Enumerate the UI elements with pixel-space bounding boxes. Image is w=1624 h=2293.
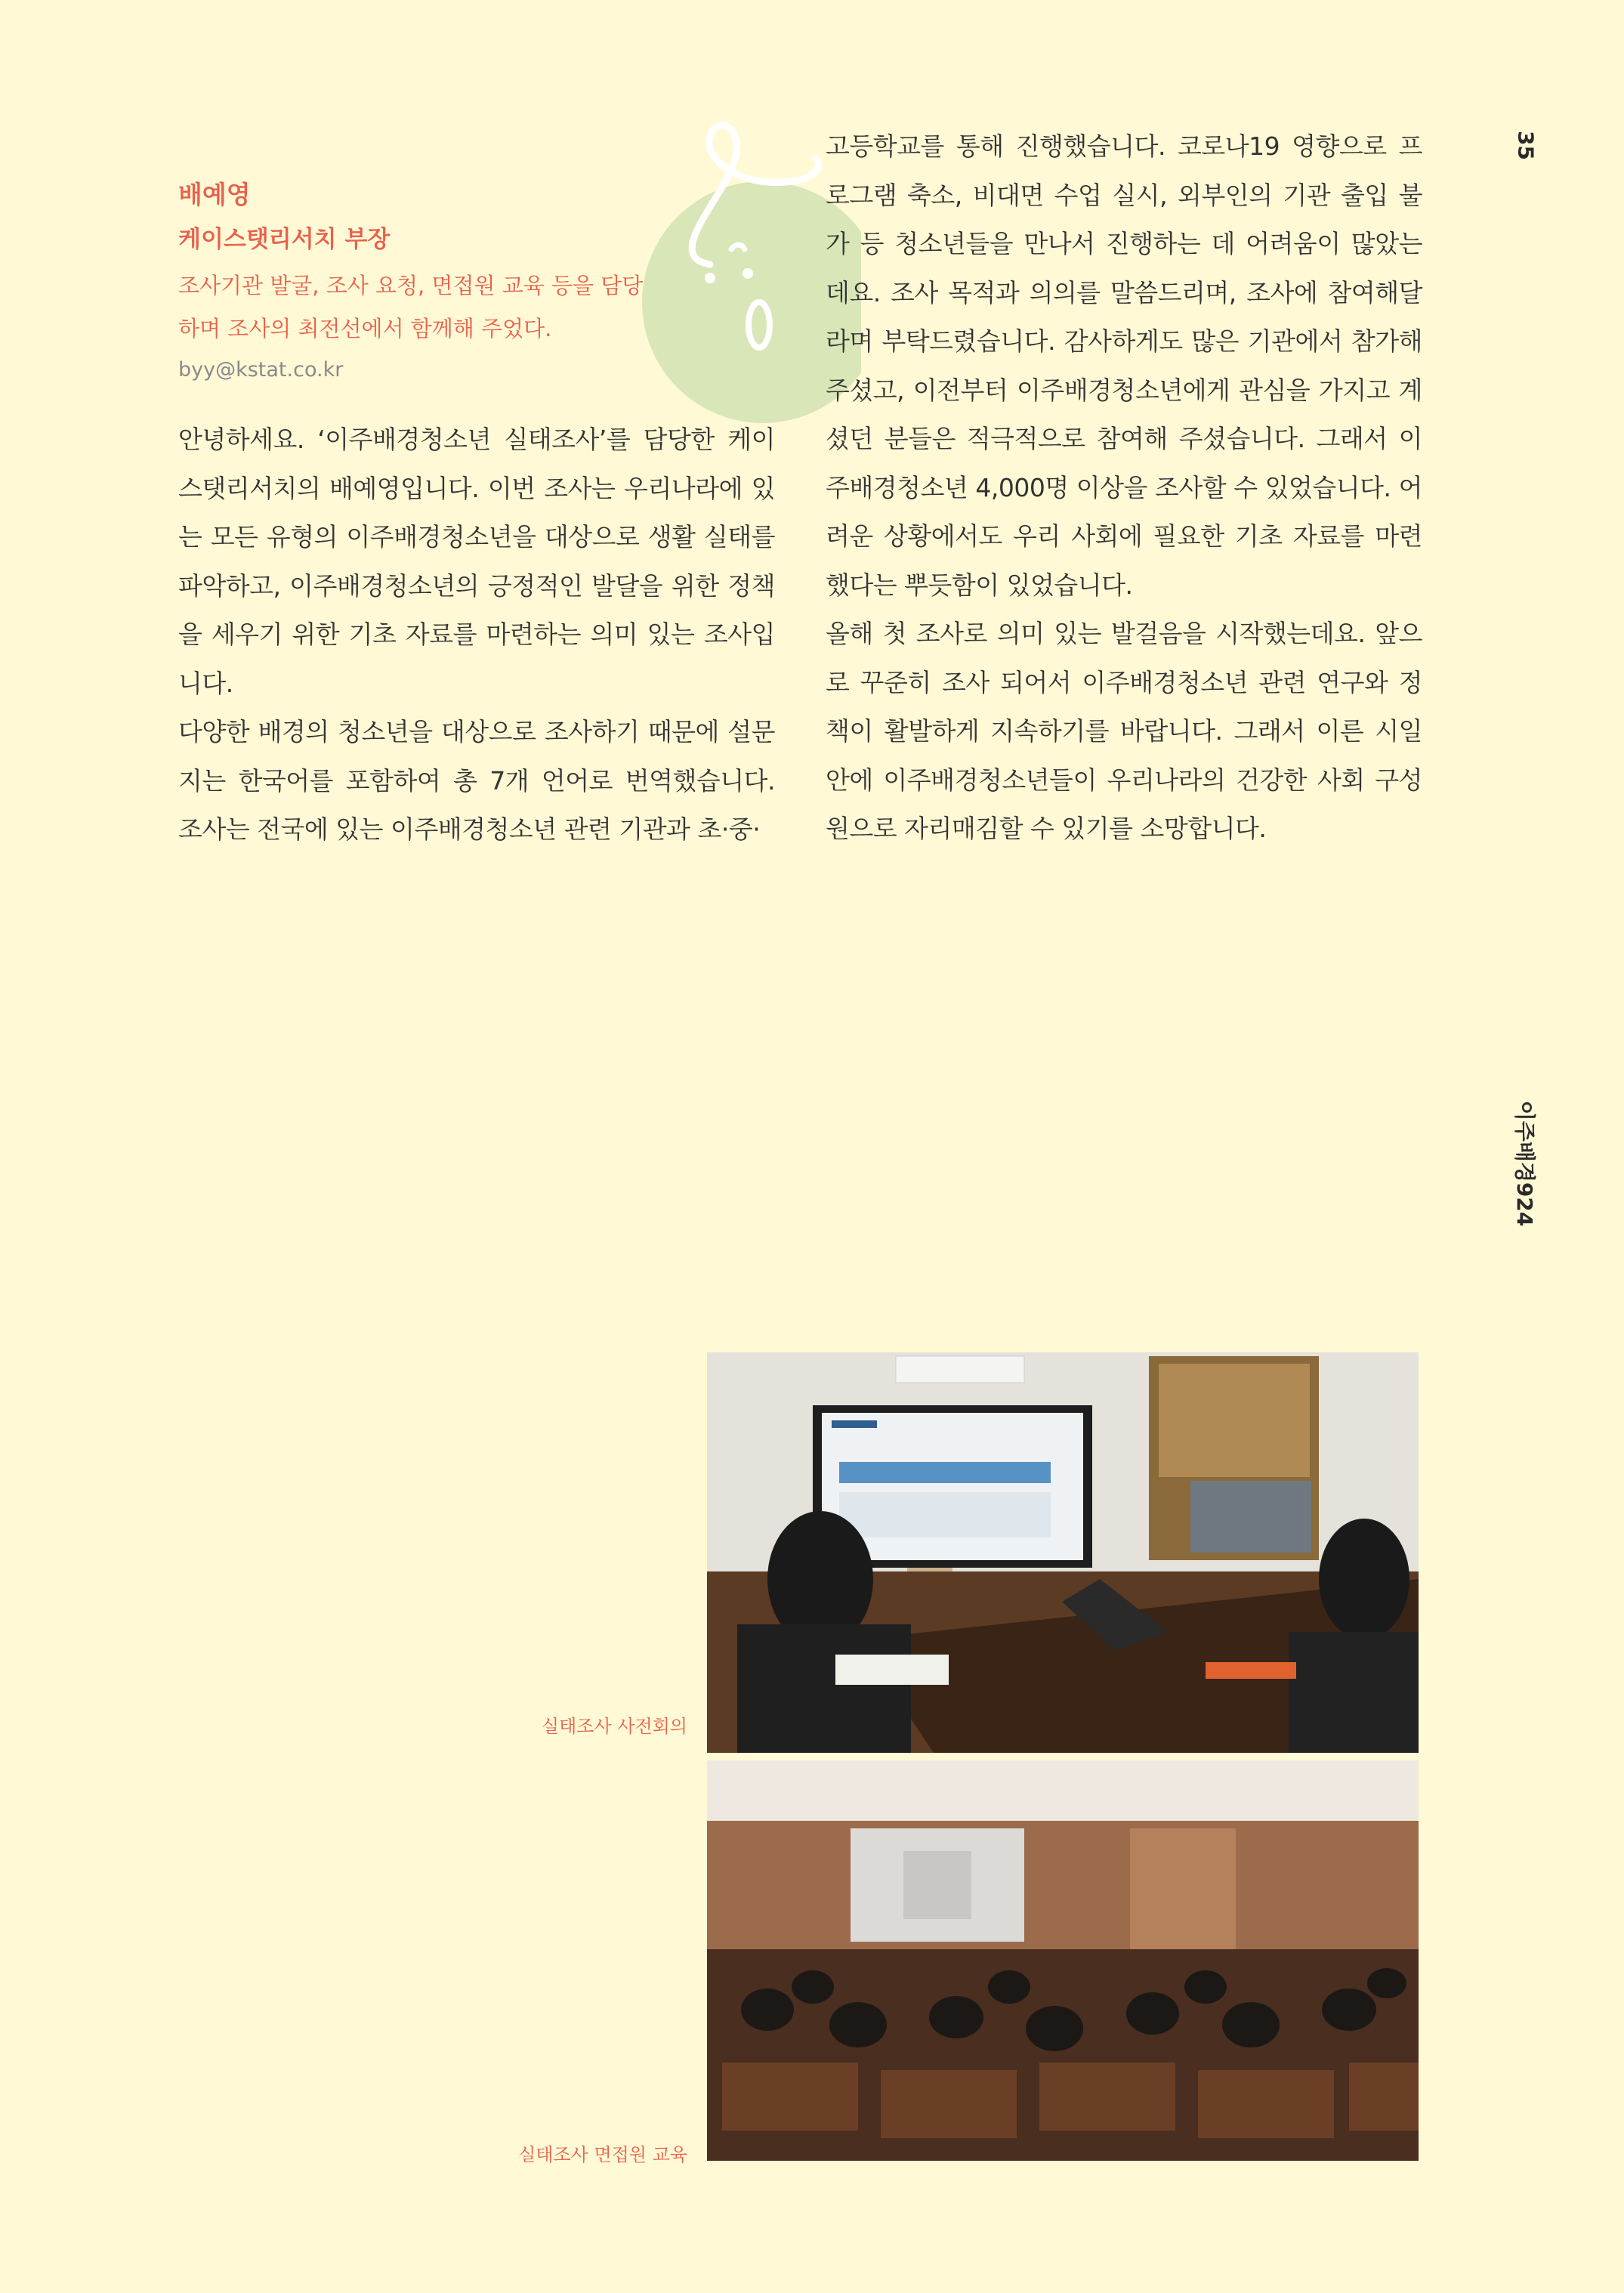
lecture-hall-photo-illustration (707, 1760, 1419, 2161)
article-paragraph: 고등학교를 통해 진행했습니다. 코로나19 영향으로 프로그램 축소, 비대면 수업 실시, 외부인의 기관 출입 불가 등 청소년들을 만나서 진행하는 데 어려움이 많았는데요. 조사 목적과 의의를 말씀드리며, 조사에 참여해달라며 부탁드렸습니다. 감사하게도 많은 기관에서 참가해 주셨고, 이전부터 이주배경청소년에게 관심을 가지고 계셨던 분들은 적극적으로 참여해 주셨습니다. 그래서 이주배경청소년 4,000명 이상을 조사할 수 있었습니다. 어려운 상황에서도 우리 사회에 필요한 기초 자료를 마련했다는 뿌듯함이 있었습니다. (826, 131, 1422, 600)
photo-pre-meeting (707, 1352, 1419, 1753)
article-paragraph: 안녕하세요. ‘이주배경청소년 실태조사’를 담당한 케이스탯리서치의 배예영입니다. 이번 조사는 우리나라에 있는 모든 유형의 이주배경청소년을 대상으로 생활 실태를 파악하고, 이주배경청소년의 긍정적인 발달을 위한 정책을 세우기 위한 기초 자료를 마련하는 의미 있는 조사입니다. (178, 425, 775, 698)
side-title: 이주배경924 (1512, 1100, 1537, 1227)
page-number: 35 (1513, 131, 1539, 160)
doodle-face-illustration (619, 106, 861, 453)
article-column-left (178, 416, 775, 854)
author-email: byy@kstat.co.kr (178, 358, 344, 382)
photo-interviewer-training (707, 1760, 1419, 2161)
photo-caption: 실태조사 면접원 교육 (518, 2144, 687, 2165)
doodle-eye-left (705, 273, 715, 283)
meeting-photo-illustration (707, 1352, 1419, 1753)
photo-caption: 실태조사 사전회의 (541, 1716, 687, 1737)
author-description: 조사기관 발굴, 조사 요청, 면접원 교육 등을 담당하며 조사의 최전선에서 함께해 주었다. (178, 273, 644, 341)
article-paragraph: 올해 첫 조사로 의미 있는 발걸음을 시작했는데요. 앞으로 꾸준히 조사 되어서 이주배경청소년 관련 연구와 정책이 활발하게 지속하기를 바랍니다. 그래서 이른 시일 안에 이주배경청소년들이 우리나라의 건강한 사회 구성원으로 자리매김할 수 있기를 소망합니다. (826, 619, 1422, 843)
article-paragraph: 다양한 배경의 청소년을 대상으로 조사하기 때문에 설문지는 한국어를 포함하여 총 7개 언어로 번역했습니다. 조사는 전국에 있는 이주배경청소년 관련 기관과 초·중· (178, 717, 775, 844)
author-profile (178, 175, 647, 382)
author-name: 배예영 (178, 180, 251, 209)
doodle-eye-right (743, 268, 753, 279)
author-role: 케이스탯리서치 부장 (178, 226, 391, 253)
article-column-right (826, 122, 1422, 854)
